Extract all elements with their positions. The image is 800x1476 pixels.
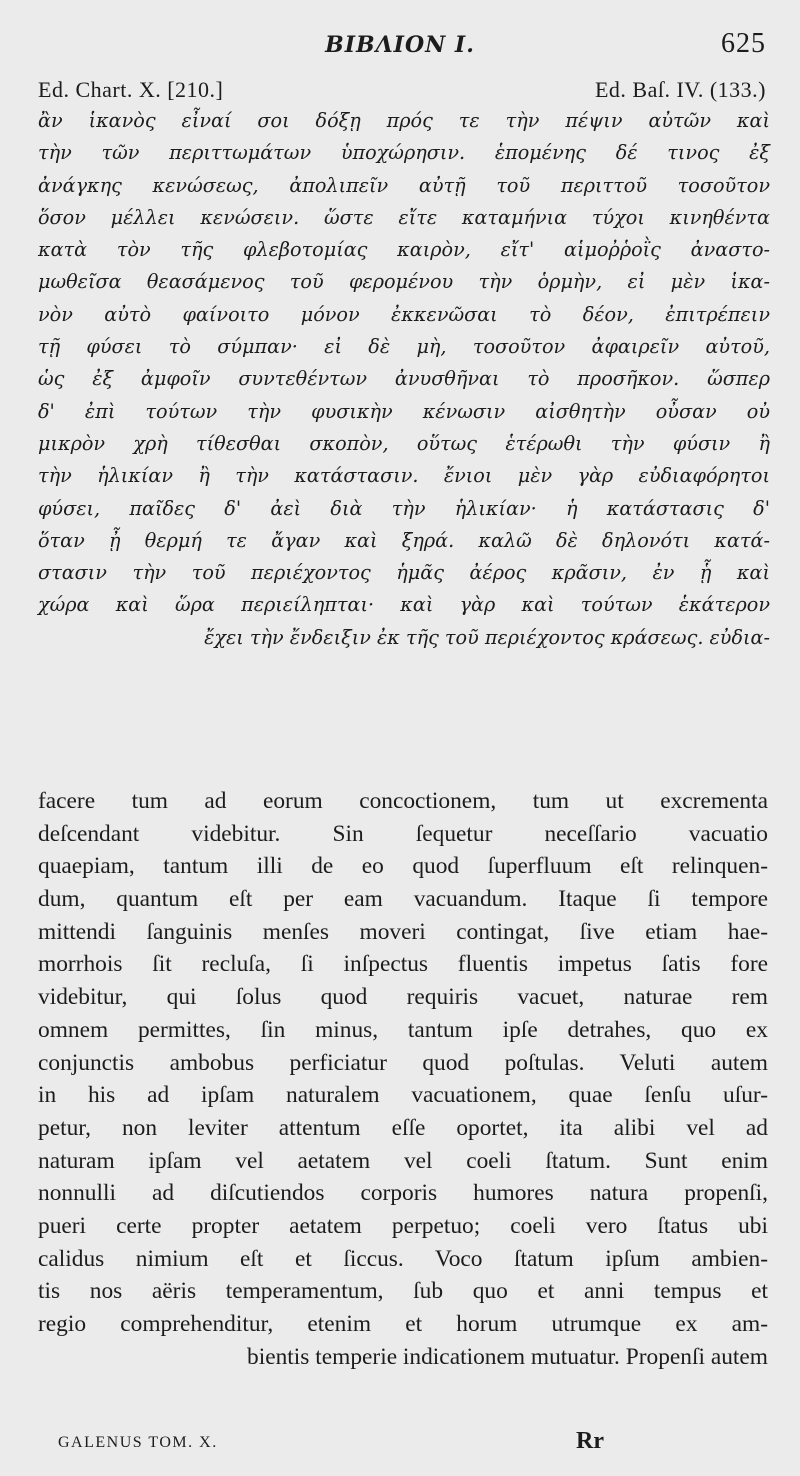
edition-basel: Ed. Baſ. IV. (133.) — [594, 77, 766, 102]
greek-text-line: ἂν ἱκανὸς εἶναί σοι δόξῃ πρός τε τὴν πέψιν αὐτῶν καὶ — [38, 109, 770, 132]
greek-text-line: δ' ἐπὶ τούτων τὴν φυσικὴν κένωσιν αἰσθητὴν οὖσαν οὐ — [38, 399, 770, 423]
greek-text-line: τὴν τῶν περιττωμάτων ὑποχώρησιν. ἑπομένης δέ τινος ἐξ — [38, 141, 770, 165]
latin-text-line: facere tum ad eorum concoctionem, tum ut excrementa — [38, 788, 768, 814]
page-number: 625 — [721, 28, 766, 59]
running-head — [0, 28, 800, 64]
greek-text-line: μωθεῖσα θεασάμενος τοῦ φερομένου τὴν ὁρμὴν, εἰ μὲν ἱκα- — [38, 270, 770, 294]
signature-line: GALENUS TOM. X. — [58, 1434, 218, 1451]
greek-text-line: ἔχει τὴν ἔνδειξιν ἐκ τῆς τοῦ περιέχοντος κράσεως. εὐδια- — [204, 625, 770, 649]
greek-text-line: τῇ φύσει τὸ σύμπαν· εἰ δὲ μὴ, τοσοῦτον ἀφαιρεῖν αὐτοῦ, — [38, 335, 770, 359]
latin-text-line: regio comprehenditur, etenim et horum utrumque ex am- — [38, 1311, 768, 1337]
edition-chartier: Ed. Chart. X. [210.] — [38, 77, 224, 102]
greek-text-line: κατὰ τὸν τῆς φλεβοτομίας καιρὸν, εἴτ' αἱμοῤῥοῒς ἀναστο- — [38, 238, 770, 262]
latin-text-line: petur, non leviter attentum eſſe oportet, ita alibi vel ad — [38, 1114, 768, 1141]
greek-text-block — [38, 105, 770, 654]
greek-text-line: ὡς ἐξ ἀμφοῖν συντεθέντων ἀνυσθῆναι τὸ προσῆκον. ὥσπερ — [38, 367, 770, 391]
book-title: BIBΛΙΟΝ Ι. — [325, 32, 475, 58]
greek-text-line: φύσει, παῖδες δ' ἀεὶ διὰ τὴν ἡλικίαν· ἡ κατάστασις δ' — [38, 496, 770, 520]
latin-text-line: quaepiam, tantum illi de eo quod ſuperfluum eſt relinquen- — [38, 853, 768, 880]
latin-text-line: mittendi ſanguinis menſes moveri contingat, ſive etiam hae- — [38, 918, 768, 945]
greek-text-line: ἀνάγκης κενώσεως, ἀπολιπεῖν αὐτῇ τοῦ περιττοῦ τοσοῦτον — [38, 173, 770, 197]
greek-text-line: νὸν αὐτὸ φαίνοιτο μόνον ἐκκενῶσαι τὸ δέον, ἐπιτρέπειν — [38, 302, 770, 326]
latin-text-line: deſcendant videbitur. Sin ſequetur neceſſario vacuatio — [38, 820, 768, 847]
latin-text-line: omnem permittes, ſin minus, tantum ipſe detrahes, quo ex — [38, 1016, 768, 1043]
latin-text-block — [38, 785, 768, 1373]
latin-text-line: calidus nimium eſt et ſiccus. Voco ſtatum ipſum ambien- — [38, 1245, 768, 1272]
latin-text-line: pueri certe propter aetatem perpetuo; coeli vero ſtatus ubi — [38, 1212, 768, 1239]
edition-references — [38, 77, 766, 107]
page-footer — [58, 1428, 618, 1458]
latin-text-line: videbitur, qui ſolus quod requiris vacuet, naturae rem — [38, 984, 768, 1011]
greek-text-line: τὴν ἡλικίαν ἢ τὴν κατάστασιν. ἔνιοι μὲν γὰρ εὐδιαφόρητοι — [38, 464, 770, 488]
latin-text-line: dum, quantum eſt per eam vacuandum. Itaque ſi tempore — [38, 886, 768, 913]
latin-text-line: bientis temperie indicationem mutuatur. Propenſi autem — [247, 1343, 768, 1370]
greek-text-line: ὅταν ᾖ θερμή τε ἄγαν καὶ ξηρά. καλῶ δὲ δηλονότι κατά- — [38, 528, 770, 552]
greek-text-line: στασιν τὴν τοῦ περιέχοντος ἡμᾶς ἀέρος κρᾶσιν, ἐν ᾗ καὶ — [38, 561, 770, 585]
greek-text-line: μικρὸν χρὴ τίθεσθαι σκοπὸν, οὕτως ἑτέρωθι τὴν φύσιν ἢ — [38, 431, 770, 455]
latin-text-line: morrhois ſit recluſa, ſi inſpectus fluentis impetus ſatis fore — [38, 951, 768, 978]
greek-text-line: ὅσον μέλλει κενώσειν. ὥστε εἴτε καταμήνια τύχοι κινηθέντα — [38, 205, 770, 229]
latin-text-line: in his ad ipſam naturalem vacuationem, quae ſenſu uſur- — [38, 1082, 768, 1109]
latin-text-line: conjunctis ambobus perficiatur quod poſtulas. Veluti autem — [38, 1049, 768, 1076]
latin-text-line: tis nos aëris temperamentum, ſub quo et anni tempus et — [38, 1278, 768, 1305]
greek-text-line: χώρα καὶ ὥρα περιείληπται· καὶ γὰρ καὶ τούτων ἑκάτερον — [38, 593, 770, 617]
signature-mark: Rr — [576, 1428, 604, 1454]
latin-text-line: nonnulli ad diſcutiendos corporis humores natura propenſi, — [38, 1180, 768, 1207]
latin-text-line: naturam ipſam vel aetatem vel coeli ſtatum. Sunt enim — [38, 1147, 768, 1174]
